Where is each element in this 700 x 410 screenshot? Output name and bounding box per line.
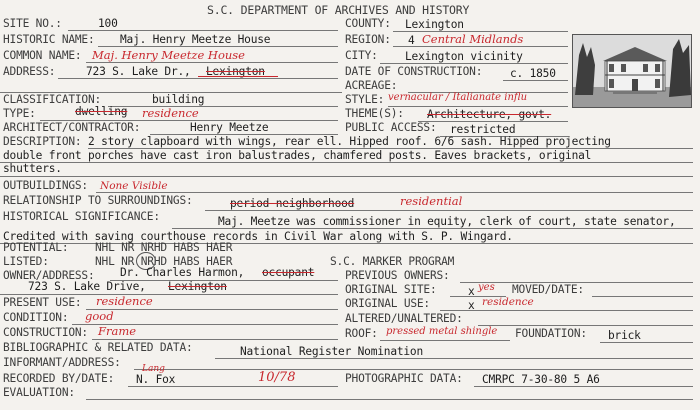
- historic-name-value: Maj. Henry Meetze House: [120, 33, 271, 46]
- county-value: Lexington: [405, 18, 464, 31]
- rule: [98, 46, 338, 47]
- photographic-data-value: CMRPC 7-30-80 5 A6: [482, 373, 600, 386]
- rule: [600, 342, 693, 343]
- rule: [380, 340, 510, 341]
- surroundings-label: RELATIONSHIP TO SURROUNDINGS:: [3, 194, 193, 207]
- style-label: STYLE:: [345, 93, 385, 106]
- recorded-by-handwritten: Lang: [142, 364, 165, 374]
- bibliographic-label: BIBLIOGRAPHIC & RELATED DATA:: [3, 341, 193, 354]
- original-site-mark: x: [468, 285, 475, 298]
- present-use-label: PRESENT USE:: [3, 296, 82, 309]
- pen-underline: [198, 76, 278, 77]
- rule: [86, 309, 338, 310]
- altered-label: ALTERED/UNALTERED:: [345, 312, 463, 325]
- architect-label: ARCHITECT/CONTRACTOR:: [3, 121, 141, 134]
- present-use-handwritten: residence: [96, 294, 153, 308]
- roof-handwritten: pressed metal shingle: [386, 326, 498, 337]
- common-name-label: COMMON NAME:: [3, 49, 82, 62]
- address-value-street: 723 S. Lake Dr.,: [86, 65, 191, 78]
- type-label: TYPE:: [3, 107, 36, 120]
- classification-value: building: [152, 93, 205, 106]
- themes-value: Architecture, govt.: [427, 108, 552, 121]
- roof-label: ROOF:: [345, 327, 378, 340]
- rule: [205, 210, 693, 211]
- moved-date-label: MOVED/DATE:: [512, 283, 584, 296]
- historic-name-label: HISTORIC NAME:: [3, 33, 95, 46]
- original-use-label: ORIGINAL USE:: [345, 297, 430, 310]
- condition-handwritten: good: [85, 309, 114, 323]
- original-use-mark: x: [468, 299, 475, 312]
- description-line-1: 2 story clapboard with wings, rear ell. Hipped roof. 6/6 sash. Hipped projecting: [88, 135, 611, 148]
- common-name-handwritten: Maj. Henry Meetze House: [92, 48, 245, 62]
- county-label: COUNTY:: [345, 17, 391, 30]
- type-value: dwelling: [75, 105, 128, 118]
- bibliographic-value: National Register Nomination: [240, 345, 423, 358]
- rule: [478, 325, 693, 326]
- rule: [92, 339, 338, 340]
- rule: [0, 176, 693, 177]
- classification-label: CLASSIFICATION:: [3, 93, 102, 106]
- region-label: REGION:: [345, 33, 391, 46]
- site-no-value: 100: [98, 17, 118, 30]
- rule: [86, 62, 338, 63]
- surroundings-value: period neighborhood: [230, 197, 355, 210]
- rule: [474, 386, 693, 387]
- outbuildings-label: OUTBUILDINGS:: [3, 179, 88, 192]
- rule: [0, 162, 693, 163]
- surroundings-handwritten: residential: [400, 194, 463, 208]
- public-access-label: PUBLIC ACCESS:: [345, 121, 437, 134]
- rule: [418, 121, 568, 122]
- evaluation-label: EVALUATION:: [3, 386, 75, 399]
- style-handwritten: vernacular / Italianate influ: [388, 92, 528, 103]
- public-access-value: restricted: [450, 123, 516, 136]
- rule: [96, 192, 693, 193]
- rule: [58, 78, 338, 79]
- description-line-3: shutters.: [3, 162, 62, 175]
- rule: [215, 358, 693, 359]
- original-site-handwritten: yes: [478, 282, 495, 293]
- description-label: DESCRIPTION:: [3, 135, 82, 148]
- house-photo: [572, 34, 692, 108]
- architect-value: Henry Meetze: [190, 121, 269, 134]
- site-no-label: SITE NO.:: [3, 17, 62, 30]
- acreage-label: ACREAGE:: [345, 79, 398, 92]
- original-site-label: ORIGINAL SITE:: [345, 283, 437, 296]
- recorded-date-handwritten: 10/78: [258, 370, 296, 385]
- owner-address-city: Lexington: [168, 280, 227, 293]
- owner-label: OWNER/ADDRESS:: [3, 269, 95, 282]
- rule: [86, 399, 693, 400]
- recorded-by-label: RECORDED BY/DATE:: [3, 372, 115, 385]
- owner-name: Dr. Charles Harmon,: [120, 266, 245, 279]
- informant-label: INFORMANT/ADDRESS:: [3, 356, 121, 369]
- rule: [128, 386, 338, 387]
- recorded-by-value: N. Fox: [136, 373, 176, 386]
- owner-address-street: 723 S. Lake Drive,: [28, 280, 146, 293]
- form-header: S.C. DEPARTMENT OF ARCHIVES AND HISTORY: [207, 3, 470, 17]
- listed-options: NHL NR NRHD HABS HAER: [95, 255, 233, 268]
- previous-owners-label: PREVIOUS OWNERS:: [345, 269, 450, 282]
- potential-label: POTENTIAL:: [3, 241, 69, 254]
- rule: [388, 106, 568, 107]
- themes-label: THEME(S):: [345, 107, 404, 120]
- rule: [172, 228, 693, 229]
- description-line-2: double front porches have cast iron balustrades, chamfered posts. Eaves brackets, original: [3, 149, 592, 162]
- rule: [134, 369, 693, 370]
- rule: [0, 294, 338, 295]
- address-value-city: Lexington: [206, 65, 265, 78]
- city-value: Lexington vicinity: [405, 50, 523, 63]
- date-construction-label: DATE OF CONSTRUCTION:: [345, 65, 483, 78]
- construction-handwritten: Frame: [98, 324, 137, 338]
- original-use-handwritten: residence: [482, 296, 534, 308]
- listed-label: LISTED:: [3, 255, 49, 268]
- significance-line-2: Credited with saving courthouse records in Civil War along with S. P. Wingard.: [3, 230, 513, 243]
- rule: [393, 46, 568, 47]
- outbuildings-handwritten: None Visible: [100, 180, 168, 192]
- condition-label: CONDITION:: [3, 311, 69, 324]
- rule: [68, 30, 338, 31]
- city-label: CITY:: [345, 49, 378, 62]
- potential-options: NHL NR NRHD HABS HAER: [95, 241, 233, 254]
- rule: [380, 63, 568, 64]
- region-value: 4: [408, 34, 415, 47]
- rule: [592, 296, 693, 297]
- rule: [440, 310, 693, 311]
- foundation-label: FOUNDATION:: [515, 327, 587, 340]
- date-construction-value: c. 1850: [510, 67, 556, 80]
- photographic-data-label: PHOTOGRAPHIC DATA:: [345, 372, 463, 385]
- rule: [503, 80, 568, 81]
- significance-line-1: Maj. Meetze was commissioner in equity, clerk of court, state senator,: [218, 215, 676, 228]
- marker-program-label: S.C. MARKER PROGRAM: [330, 255, 455, 268]
- construction-label: CONSTRUCTION:: [3, 326, 88, 339]
- significance-label: HISTORICAL SIGNIFICANCE:: [3, 210, 160, 223]
- address-label: ADDRESS:: [3, 65, 56, 78]
- foundation-value: brick: [608, 329, 641, 342]
- owner-occupant: occupant: [262, 266, 315, 279]
- region-handwritten: Central Midlands: [422, 32, 524, 46]
- type-handwritten: residence: [142, 106, 199, 120]
